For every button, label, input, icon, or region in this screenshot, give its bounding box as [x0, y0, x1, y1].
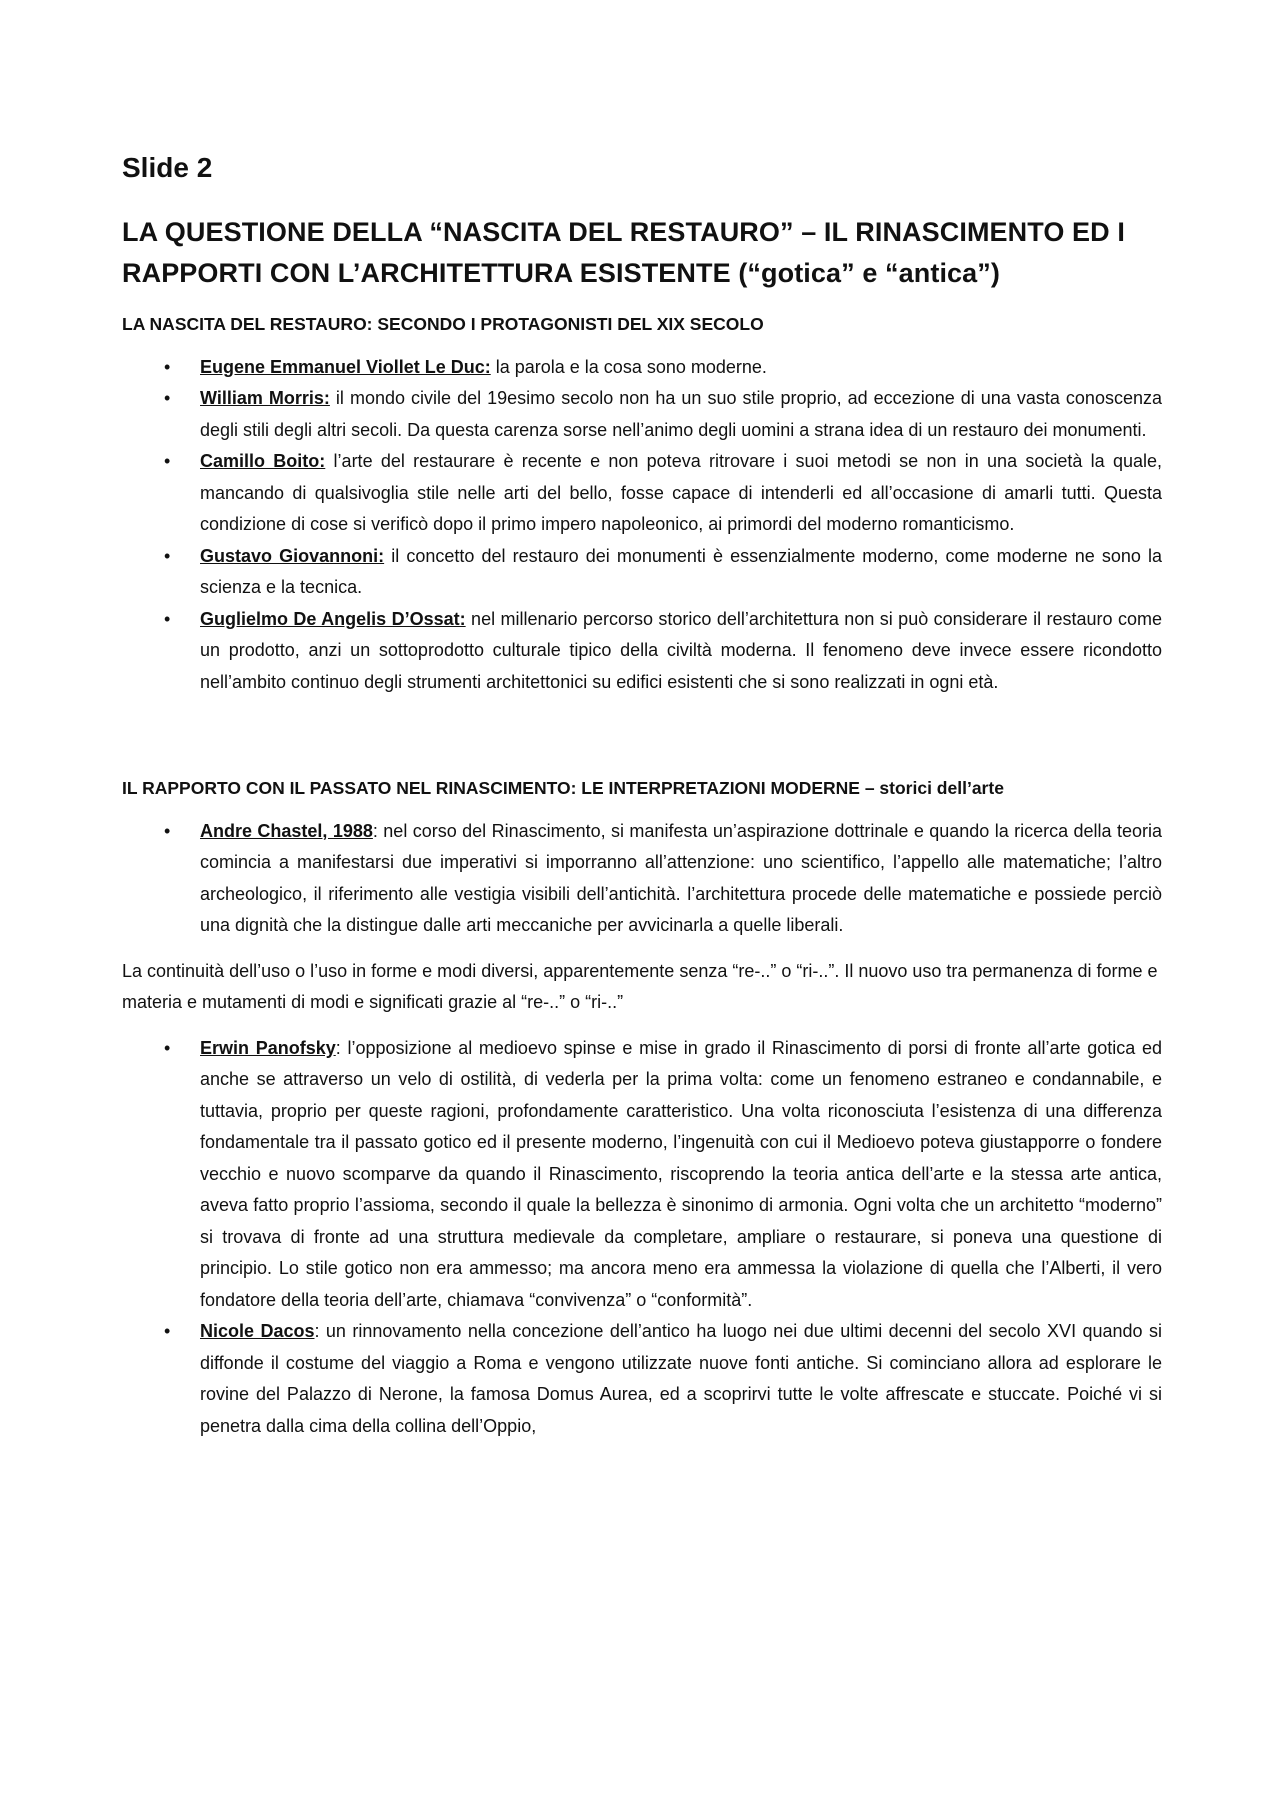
item-text: il concetto del restauro dei monumenti è essenzialmente moderno, come moderne ne sono la scienza e la tecnica.: [200, 545, 1162, 598]
item-text: : nel corso del Rinascimento, si manifesta un’aspirazione dottrinale e quando la ricerca della teoria comincia a manifestarsi due imperativi si imporranno all’attenzione: uno scientifico, l’appello alle matematiche; l’altro archeologico, il riferimento alle vestigia visibili dell’antichità. l’architettura procede delle matematiche e possiede perciò una dignità che la distingue dalle arti meccaniche per avvicinarla a quelle liberali.: [200, 820, 1162, 936]
section-heading-2: IL RAPPORTO CON IL PASSATO NEL RINASCIMENTO: LE INTERPRETAZIONI MODERNE – storici dell’arte: [122, 778, 1004, 799]
item-text: l’arte del restaurare è recente e non poteva ritrovare i suoi metodi se non in una società la quale, mancando di qualsivoglia stile nelle arti del bello, fosse capace di intenderli ed all’occasione di amarli tutti. Questa condizione di cose si verificò dopo il primo impero napoleonico, ai primordi del moderno romanticismo.: [200, 451, 1162, 535]
section-heading-1: LA NASCITA DEL RESTAURO: SECONDO I PROTAGONISTI DEL XIX SECOLO: [122, 314, 764, 335]
author-name: Erwin Panofsky: [200, 1037, 336, 1058]
item-text: nel millenario percorso storico dell’architettura non si può considerare il restauro come un prodotto, anzi un sottoprodotto culturale tipico della civiltà moderna. Il fenomeno deve invece essere ricondotto nell’ambito continuo degli strumenti architettonici su edifici esistenti che si sono realizzati in ogni età.: [200, 608, 1162, 692]
item-text: il mondo civile del 19esimo secolo non ha un suo stile proprio, ad eccezione di una vasta conoscenza degli stili degli altri secoli. Da questa carenza sorse nell’animo degli uomini a strana idea di un restauro dei monumenti.: [200, 388, 1162, 440]
list-item: [122, 352, 1162, 384]
bullet-icon: •: [164, 356, 171, 377]
bullet-icon: •: [164, 451, 171, 472]
bullet-icon: •: [164, 545, 171, 566]
list-item: [122, 1316, 1162, 1442]
historians-list-a: [122, 816, 1162, 942]
author-name: Eugene Emmanuel Viollet Le Duc:: [200, 356, 491, 377]
author-name: William Morris:: [200, 388, 330, 409]
document-title: LA QUESTIONE DELLA “NASCITA DEL RESTAURO” – IL RINASCIMENTO ED I RAPPORTI CON L’ARCHITETTURA ESISTENTE (“gotica” e “antica”): [122, 217, 1125, 289]
author-name: Nicole Dacos: [200, 1321, 315, 1342]
author-name: Andre Chastel, 1988: [200, 820, 373, 841]
bullet-icon: •: [164, 1037, 171, 1058]
historians-list-b: [122, 1033, 1162, 1443]
author-name: Guglielmo De Angelis D’Ossat:: [200, 608, 466, 629]
list-item: [122, 446, 1162, 541]
list-item: [122, 1033, 1162, 1317]
list-item: [122, 541, 1162, 604]
item-text: : l’opposizione al medioevo spinse e mise in grado il Rinascimento di porsi di fronte all’arte gotica ed anche se attraverso un velo di ostilità, di vederla per la prima volta: come un fenomeno estraneo e condannabile, e tuttavia, proprio per queste ragioni, profondamente caratteristico. Una volta riconosciuta l’esistenza di una differenza fondamentale tra il passato gotico ed il presente moderno, l’ingenuità con cui il Medioevo poteva giustapporre o fondere vecchio e nuovo scomparve da quando il Rinascimento, riscoprendo la teoria antica dell’arte e la stessa arte antica, aveva fatto proprio l’assioma, secondo il quale la bellezza è sinonimo di armonia. Ogni volta che un architetto “moderno” si trovava di fronte ad una struttura medievale da completare, ampliare o restaurare, si poneva una questione di principio. Lo stile gotico non era ammesso; ma ancora meno era ammessa la violazione di quella che l’Alberti, il vero fondatore della teoria dell’arte, chiamava “convivenza” o “conformità”.: [200, 1037, 1162, 1310]
bullet-icon: •: [164, 820, 171, 841]
list-item: [122, 604, 1162, 699]
bullet-icon: •: [164, 1321, 171, 1342]
item-text: la parola e la cosa sono moderne.: [490, 356, 767, 377]
author-name: Gustavo Giovannoni:: [200, 545, 385, 566]
list-item: [122, 383, 1162, 446]
item-text: : un rinnovamento nella concezione dell’antico ha luogo nei due ultimi decenni del secolo XVI quando si diffonde il costume del viaggio a Roma e vengono utilizzate nuove fonti antiche. Si cominciano allora ad esplorare le rovine del Palazzo di Nerone, la famosa Domus Aurea, ed a scoprirvi tutte le volte affrescate e stuccate. Poiché vi si penetra dalla cima della collina dell’Oppio,: [200, 1321, 1163, 1436]
document-content: [122, 150, 1162, 1442]
protagonists-list: [122, 352, 1162, 699]
slide-label: Slide 2: [122, 152, 213, 183]
spacer: [122, 698, 1162, 776]
list-item: [122, 816, 1162, 942]
continuity-paragraph: La continuità dell’uso o l’uso in forme e modi diversi, apparentemente senza “re-..” o “ri-..”. Il nuovo uso tra permanenza di forme e materia e mutamenti di modi e significati grazie al “re-..” o “ri-..”: [122, 960, 1158, 1013]
author-name: Camillo Boito:: [200, 451, 326, 472]
bullet-icon: •: [164, 608, 171, 629]
bullet-icon: •: [164, 388, 171, 409]
